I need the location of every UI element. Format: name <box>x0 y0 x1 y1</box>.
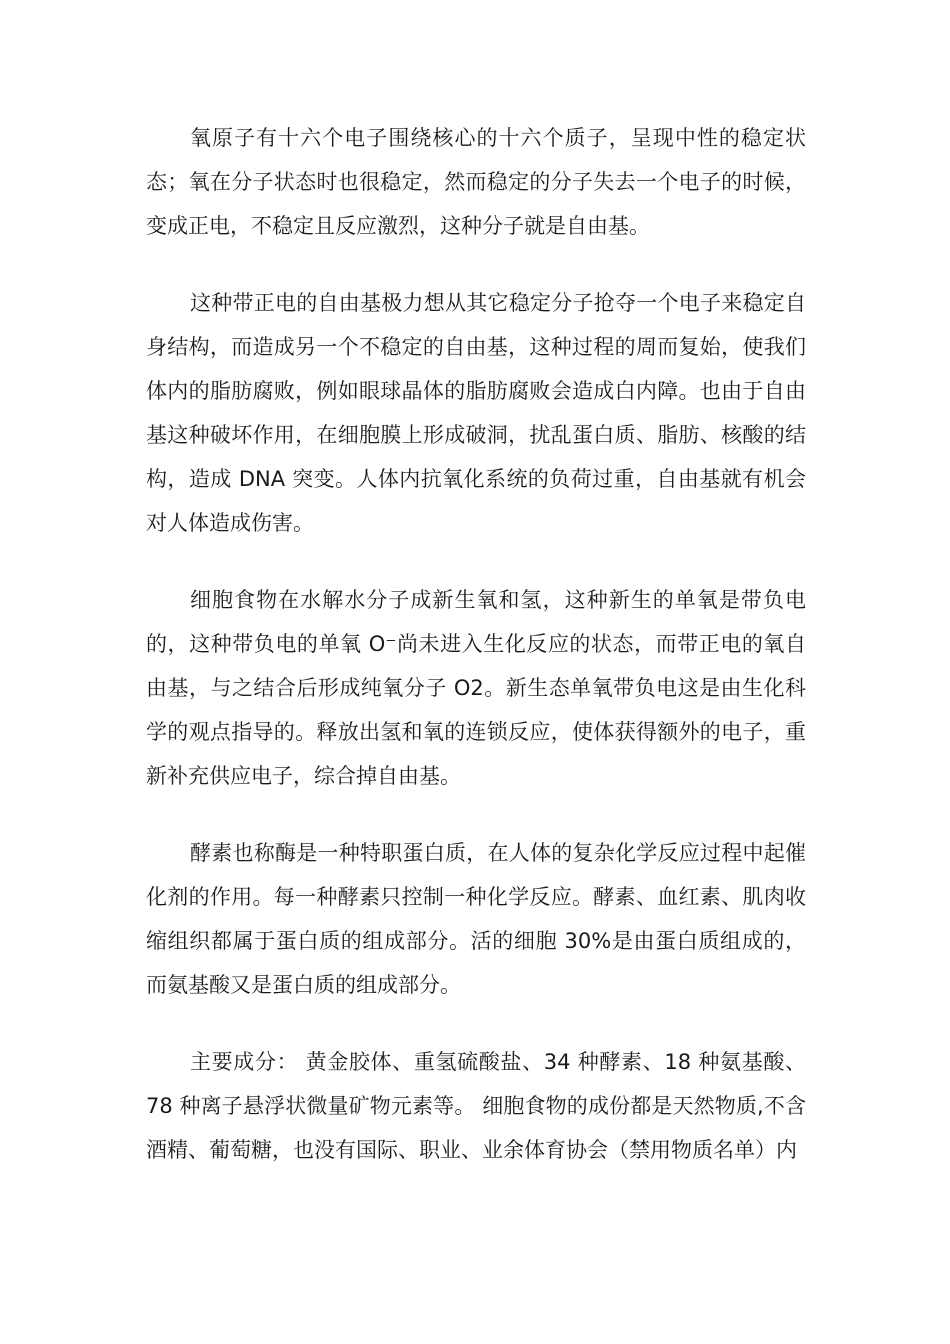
paragraph-main-ingredients: 主要成分： 黄金胶体、重氢硫酸盐、34 种酵素、18 种氨基酸、78 种离子悬浮状微量矿物元素等。 细胞食物的成份都是天然物质,不含酒精、葡萄糖，也没有国际、职业、业余体育协会（禁用物质名单）内 <box>146 1050 806 1162</box>
paragraph-free-radical-damage: 这种带正电的自由基极力想从其它稳定分子抢夺一个电子来稳定自身结构，而造成另一个不稳定的自由基，这种过程的周而复始，使我们体内的脂肪腐败，例如眼球晶体的脂肪腐败会造成白内障。也由于自由基这种破坏作用，在细胞膜上形成破洞，扰乱蛋白质、脂肪、核酸的结构，造成 DNA 突变。人体内抗氧化系统的负荷过重，自由基就有机会对人体造成伤害。 <box>146 291 806 535</box>
paragraph-oxygen-atom: 氧原子有十六个电子围绕核心的十六个质子，呈现中性的稳定状态；氧在分子状态时也很稳定，然而稳定的分子失去一个电子的时候，变成正电，不稳定且反应激烈，这种分子就是自由基。 <box>146 126 806 238</box>
paragraph-cell-food-hydrolysis: 细胞食物在水解水分子成新生氧和氢，这种新生的单氧是带负电的，这种带负电的单氧 O⁻尚未进入生化反应的状态，而带正电的氧自由基，与之结合后形成纯氧分子 O2。新生态单氧带负电这是由生化科学的观点指导的。释放出氢和氧的连锁反应，使体获得额外的电子，重新补充供应电子，综合掉自由基。 <box>146 588 806 788</box>
paragraph-enzymes: 酵素也称酶是一种特职蛋白质，在人体的复杂化学反应过程中起催化剂的作用。每一种酵素只控制一种化学反应。酵素、血红素、肌肉收缩组织都属于蛋白质的组成部分。活的细胞 30%是由蛋白质组成的，而氨基酸又是蛋白质的组成部分。 <box>146 841 806 997</box>
document-body <box>146 116 806 1172</box>
